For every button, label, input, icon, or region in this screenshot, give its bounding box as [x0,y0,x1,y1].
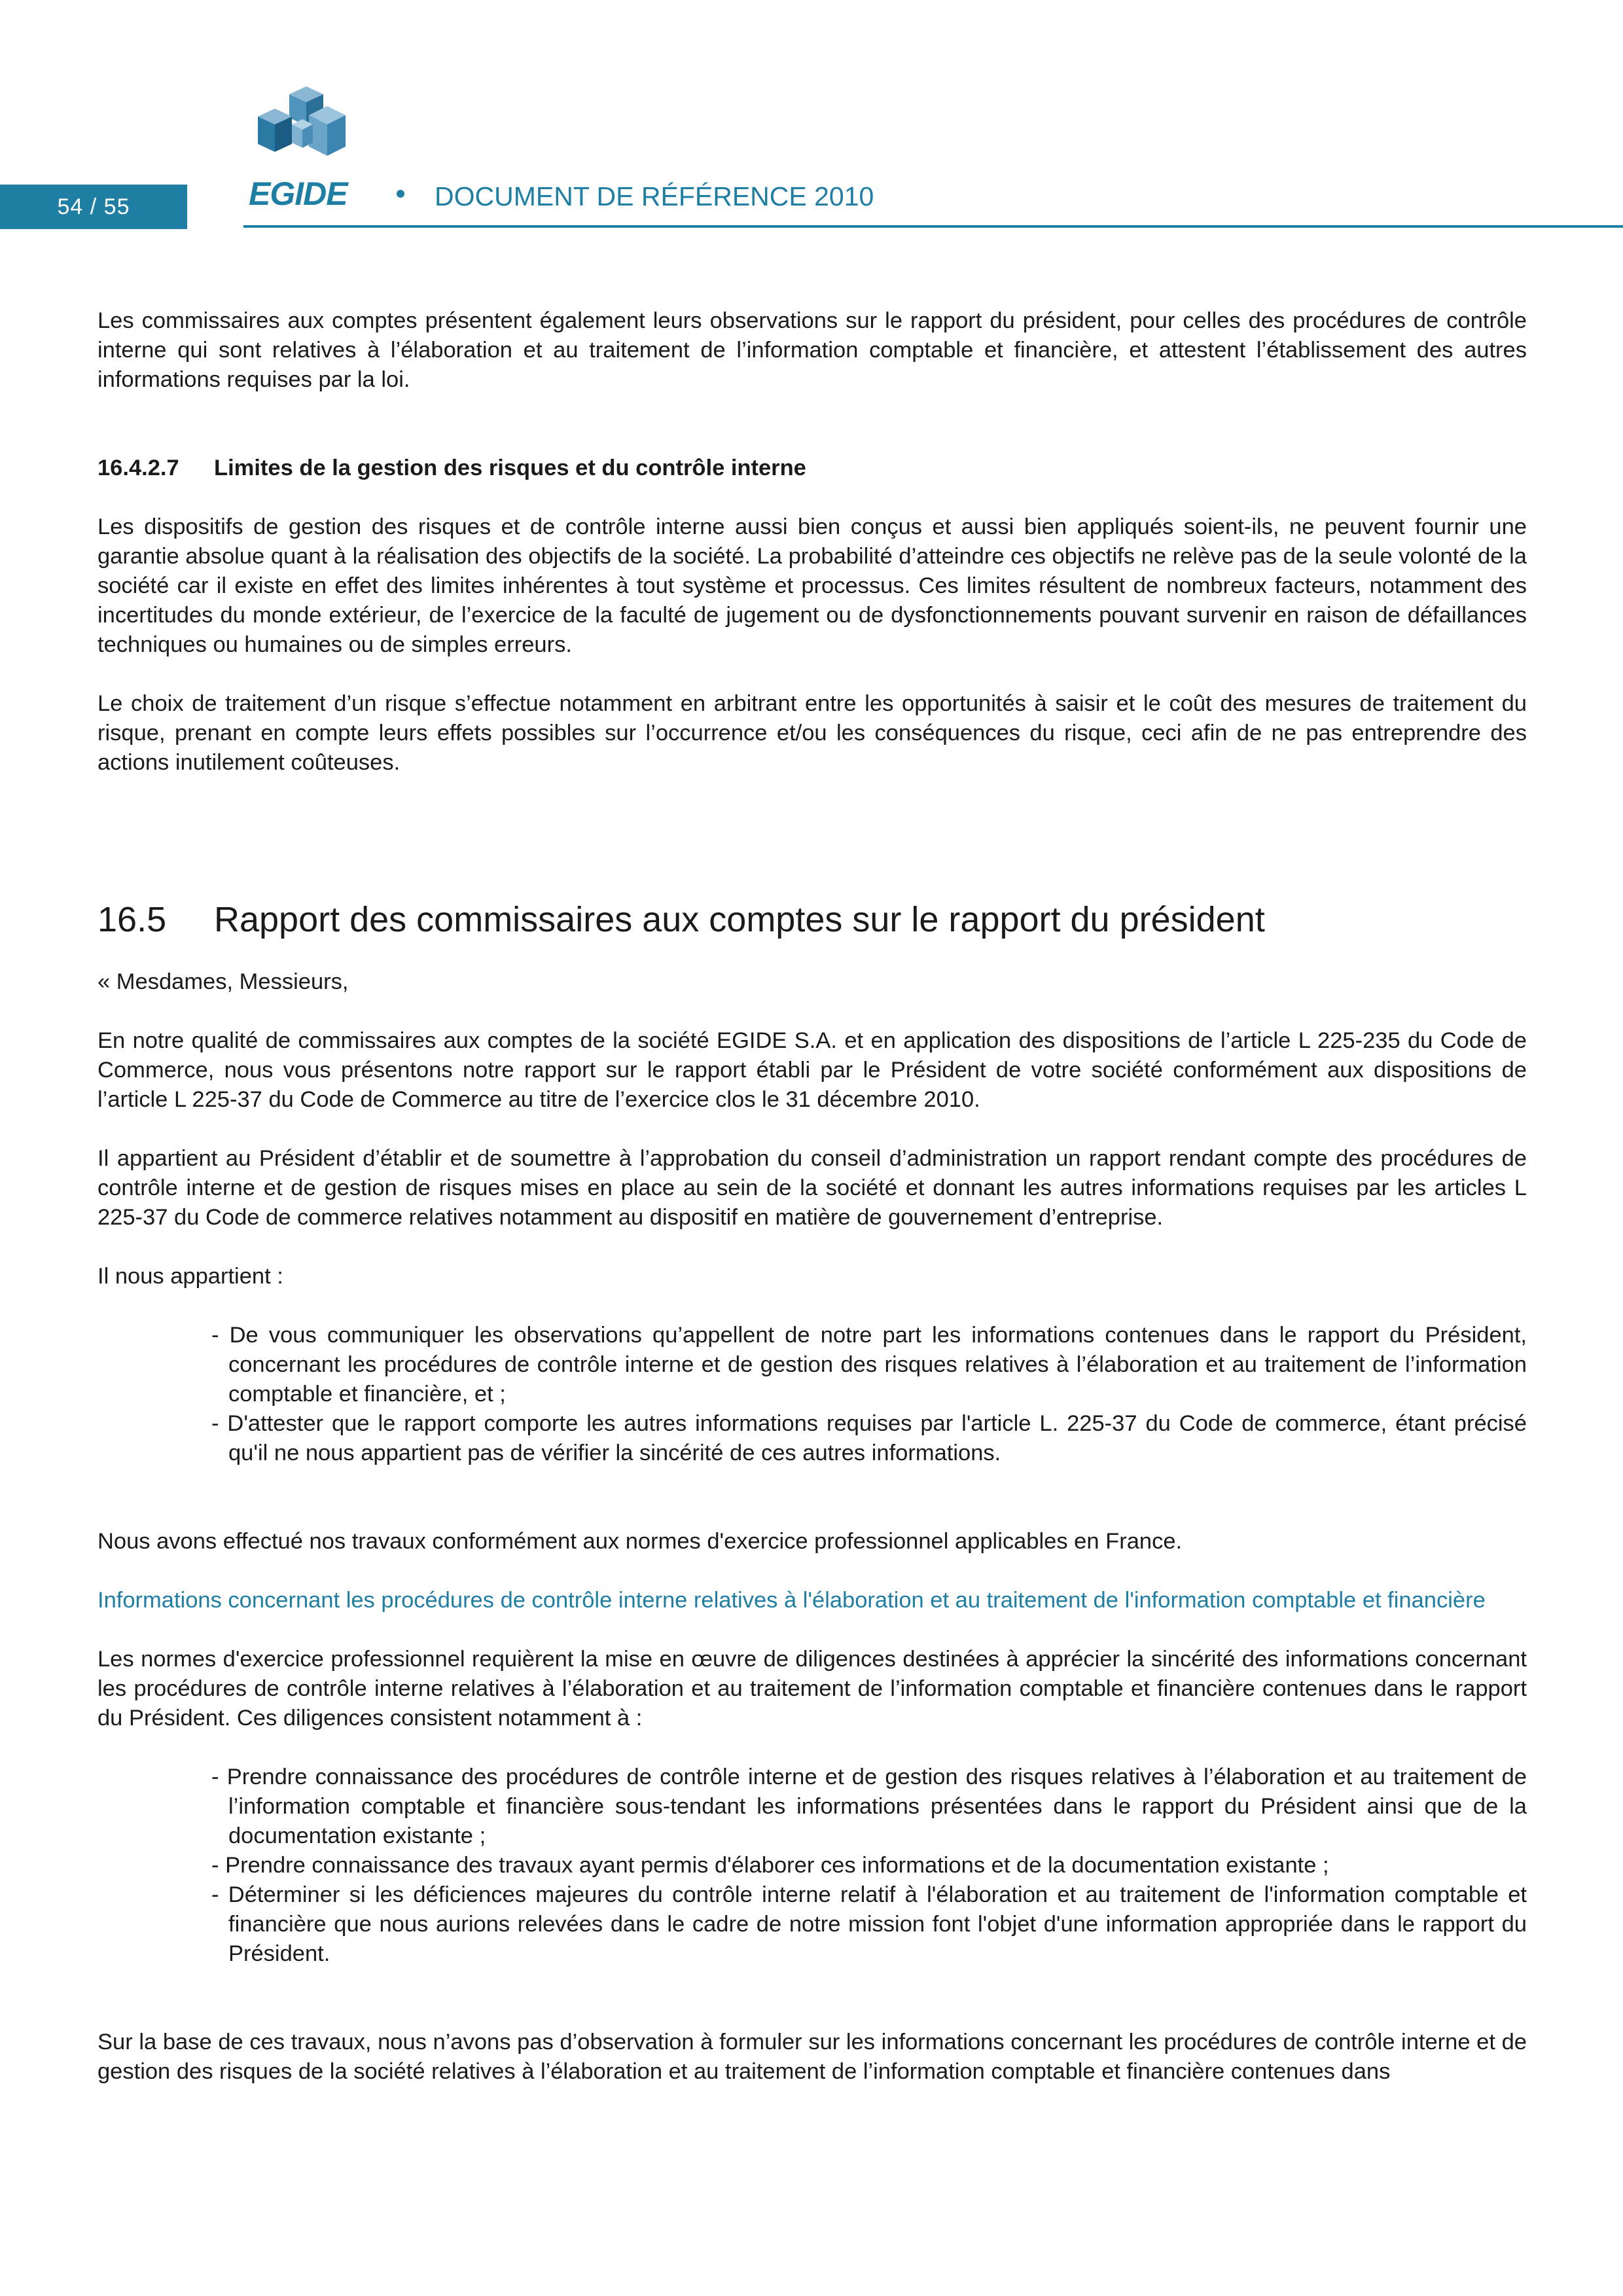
document-body [98,306,1527,2087]
limites-paragraph-1: Les dispositifs de gestion des risques et de contrôle interne aussi bien conçus et aussi bien appliqués soient-ils, ne peuvent fournir une garantie absolue quant à la réalisation des objectifs de la société. La probabilité d’atteindre ces objectifs ne relève pas de la seule volonté de la société car il existe en effet des limites inhérentes à tout système et processus. Ces limites résultent de nombreux facteurs, notamment des incertitudes du monde extérieur, de l’exercice de la faculté de jugement ou de dysfonctionnements pouvant survenir en raison de défaillances techniques ou humaines ou de simples erreurs. [98,514,1527,657]
page-indicator: 54 / 55 [0,185,187,229]
subsection-title: Limites de la gestion des risques et du contrôle interne [214,456,806,480]
limites-paragraph-2: Le choix de traitement d’un risque s’effectue notamment en arbitrant entre les opportunités à saisir et le coût des mesures de traitement du risque, prenant en compte leurs effets possibles sur l’occurrence et/ou les conséquences du risque, ceci afin de ne pas entreprendre des actions inutilement coûteuses. [98,691,1527,775]
salutation: « Mesdames, Messieurs, [98,969,349,994]
normes-paragraph: Les normes d'exercice professionnel requièrent la mise en œuvre de diligences destinées à apprécier la sincérité des informations concernant les procédures de contrôle interne relatives à l’élaboration et au traitement de l’information comptable et financière contenues dans le rapport du Président. Ces diligences consistent notamment à : [98,1647,1527,1731]
diligences-list [211,1763,1527,1969]
conclusion-paragraph: Sur la base de ces travaux, nous n’avons pas d’observation à formuler sur les informations concernant les procédures de contrôle interne et de gestion des risques de la société relatives à l’élaboration et au traitement de l’information comptable et financière contenues dans [98,2030,1527,2084]
subsection-number: 16.4.2.7 [98,456,179,480]
subsection-heading [98,454,1527,483]
document-title: DOCUMENT DE RÉFÉRENCE 2010 [435,181,874,211]
list-item: - Prendre connaissance des travaux ayant permis d'élaborer ces informations et de la documentation existante ; [211,1853,1329,1878]
president-paragraph: Il appartient au Président d’établir et de soumettre à l’approbation du conseil d’administration un rapport rendant compte des procédures de contrôle interne et de gestion de risques mises en place au sein de la société et donnant les autres informations requises par les articles L 225-37 du Code de commerce relatives notamment au dispositif en matière de gouvernement d’entreprise. [98,1146,1527,1230]
travaux-paragraph: Nous avons effectué nos travaux conformément aux normes d'exercice professionnel applicables en France. [98,1529,1183,1554]
list-item: - De vous communiquer les observations qu’appellent de notre part les informations contenues dans le rapport du Président, concernant les procédures de contrôle interne et de gestion des risques relatives à l’élaboration et au traitement de l’information comptable et financière, et ; [211,1323,1527,1407]
list-item: - Déterminer si les déficiences majeures du contrôle interne relatif à l'élaboration et au traitement de l'information comptable et financière que nous aurions relevées dans le cadre de notre mission font l'objet d'une information appropriée dans le rapport du Président. [211,1882,1527,1966]
header-divider [243,225,1623,228]
obligations-list [211,1321,1527,1468]
qualite-paragraph: En notre qualité de commissaires aux comptes de la société EGIDE S.A. et en application des dispositions de l’article L 225-235 du Code de Commerce, nous vous présentons notre rapport sur le rapport établi par le Président de votre société conformément aux dispositions de l’article L 225-37 du Code de Commerce au titre de l’exercice clos le 31 décembre 2010. [98,1028,1527,1112]
section-title: Rapport des commissaires aux comptes sur le rapport du président [214,900,1265,939]
header-bullet [397,190,404,198]
intro-paragraph: Les commissaires aux comptes présentent également leurs observations sur le rapport du président, pour celles des procédures de contrôle interne qui sont relatives à l’élaboration et au traitement de l’information comptable et financière, et attestent l’établissement des autres informations requises par la loi. [98,308,1527,392]
egide-wordmark: EGIDE [249,175,348,212]
section-number: 16.5 [98,900,167,939]
informations-heading: Informations concernant les procédures de contrôle interne relatives à l'élaboration et au traitement de l'information comptable et financière [98,1588,1486,1613]
list-item: - Prendre connaissance des procédures de contrôle interne et de gestion des risques relatives à l’élaboration et au traitement de l’information comptable et financière sous-tendant les informations présentées dans le rapport du Président ainsi que de la documentation existante ; [211,1765,1527,1848]
section-heading [98,897,1527,942]
list-item: - D'attester que le rapport comporte les autres informations requises par l'article L. 225-37 du Code de commerce, étant précisé qu'il ne nous appartient pas de vérifier la sincérité de ces autres informations. [211,1411,1527,1465]
il-nous-appartient: Il nous appartient : [98,1264,283,1289]
